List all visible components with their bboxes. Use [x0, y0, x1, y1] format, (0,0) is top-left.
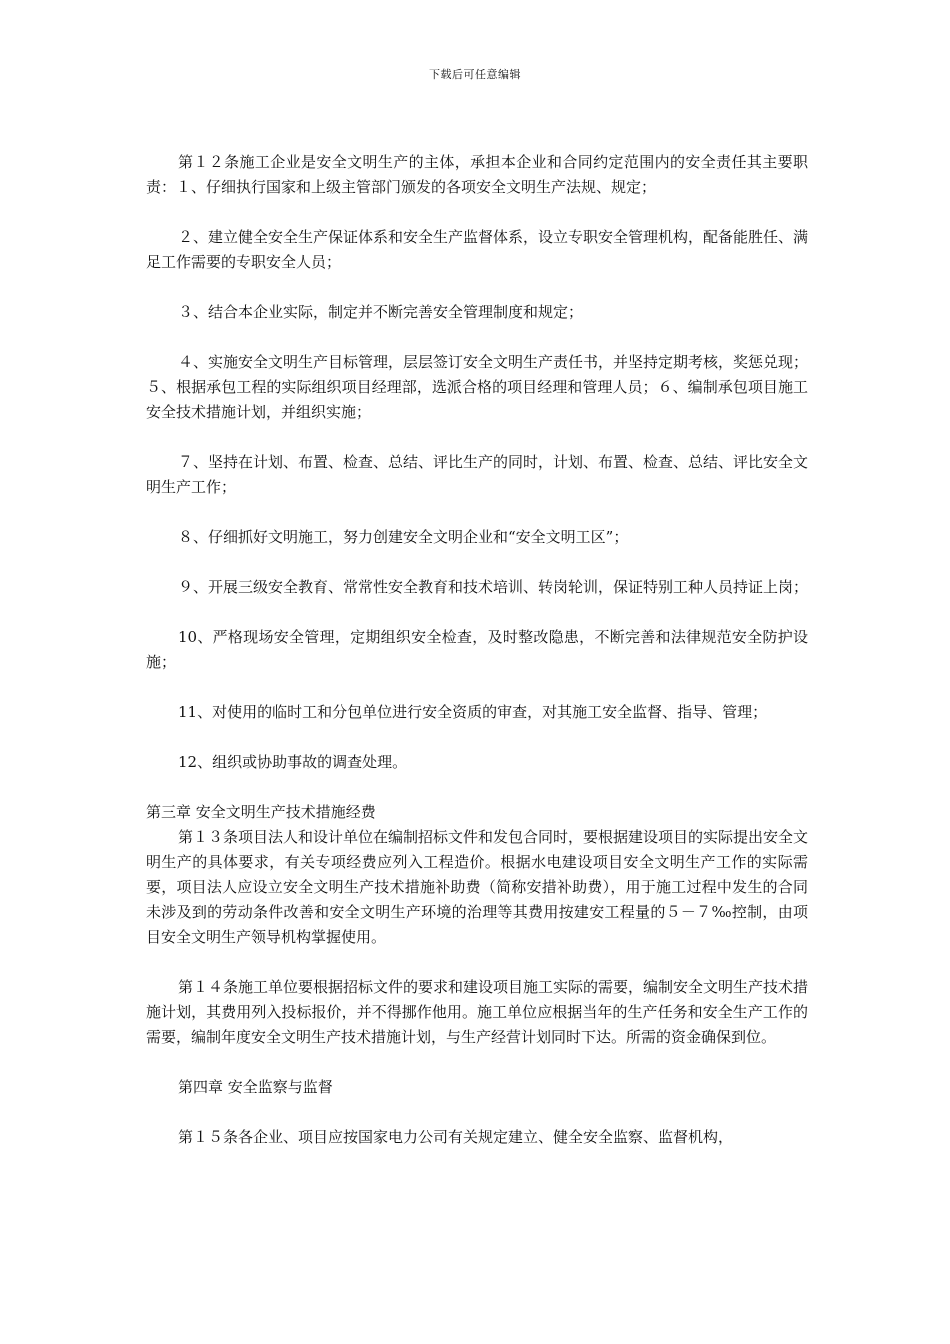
chapter-3-heading: 第三章 安全文明生产技术措施经费: [146, 803, 376, 821]
article-12-paragraph: 第１２条施工企业是安全文明生产的主体，承担本企业和合同约定范围内的安全责任其主要职责：１、仔细执行国家和上级主管部门颁发的各项安全文明生产法规、规定；: [146, 153, 808, 196]
duty-3-paragraph: ３、结合本企业实际，制定并不断完善安全管理制度和规定；: [178, 303, 584, 321]
article-15-paragraph: 第１５条各企业、项目应按国家电力公司有关规定建立、健全安全监察、监督机构，: [178, 1128, 734, 1146]
duty-11-paragraph: 11、对使用的临时工和分包单位进行安全资质的审查，对其施工安全监督、指导、管理；: [178, 703, 768, 721]
duty-8-paragraph: ８、仔细抓好文明施工，努力创建安全文明企业和“安全文明工区”；: [178, 528, 629, 546]
article-13-paragraph: 第１３条项目法人和设计单位在编制招标文件和发包合同时，要根据建设项目的实际提出安全文明生产的具体要求，有关专项经费应列入工程造价。根据水电建设项目安全文明生产工作的实际需要，项目法人应设立安全文明生产技术措施补助费（简称安措补助费），用于施工过程中发生的合同未涉及到的劳动条件改善和安全文明生产环境的治理等其费用按建安工程量的５－７‰控制，由项目安全文明生产领导机构掌握使用。: [146, 828, 809, 946]
duty-7-paragraph: ７、坚持在计划、布置、检查、总结、评比生产的同时，计划、布置、检查、总结、评比安全文明生产工作；: [146, 453, 809, 496]
duty-10-paragraph: 10、严格现场安全管理，定期组织安全检查，及时整改隐患，不断完善和法律规范安全防护设施；: [146, 628, 808, 671]
article-14-paragraph: 第１４条施工单位要根据招标文件的要求和建设项目施工实际的需要，编制安全文明生产技术措施计划，其费用列入投标报价，并不得挪作他用。施工单位应根据当年的生产任务和安全生产工作的需要，编制年度安全文明生产技术措施计划，与生产经营计划同时下达。所需的资金确保到位。: [146, 978, 809, 1046]
duty-4-6-paragraph: ４、实施安全文明生产目标管理，层层签订安全文明生产责任书，并坚持定期考核，奖惩兑现；５、根据承包工程的实际组织项目经理部，选派合格的项目经理和管理人员；６、编制承包项目施工安全技术措施计划，并组织实施；: [146, 353, 809, 421]
duty-2-paragraph: ２、建立健全安全生产保证体系和安全生产监督体系，设立专职安全管理机构，配备能胜任、满足工作需要的专职安全人员；: [146, 228, 809, 271]
duty-12-paragraph: 12、组织或协助事故的调查处理。: [178, 753, 408, 771]
chapter-4-heading: 第四章 安全监察与监督: [178, 1078, 333, 1096]
page-header: 下载后可任意编辑: [429, 68, 521, 81]
document-body: [146, 150, 808, 1150]
duty-9-paragraph: ９、开展三级安全教育、常常性安全教育和技术培训、转岗轮训，保证特别工种人员持证上岗；: [178, 578, 809, 596]
